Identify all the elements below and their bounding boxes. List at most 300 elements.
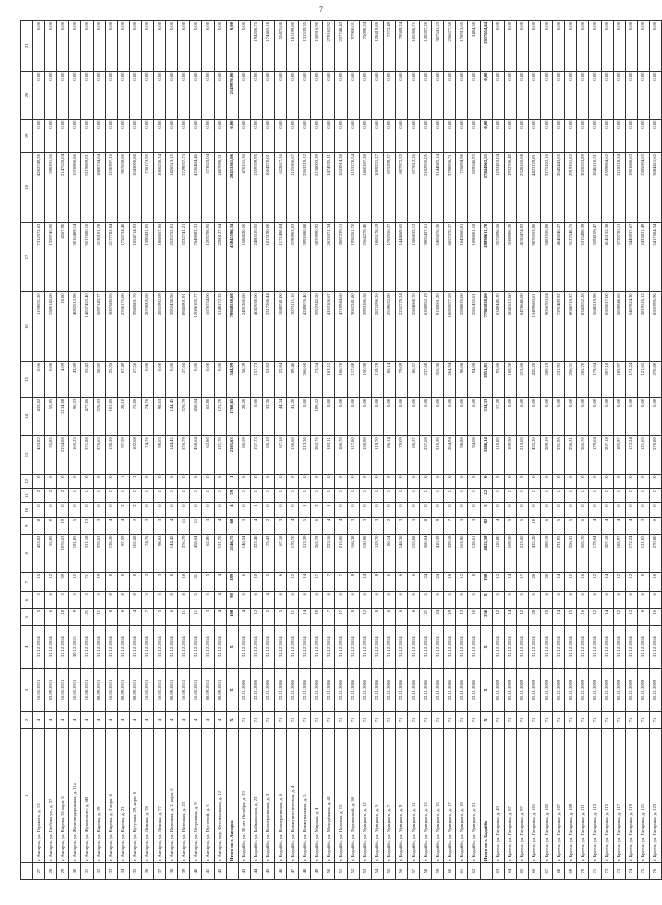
table-cell: 0 <box>141 474 153 488</box>
address-cell: г. Бодайбо, ул. Коммунальная, д. 5 <box>299 728 311 862</box>
table-cell: 15 <box>33 572 45 591</box>
table-cell: 55,85 <box>45 534 57 572</box>
table-cell: 31.12.2014 <box>613 625 625 668</box>
table-cell: 0,00 <box>69 21 81 72</box>
table-cell: 2871096,26 <box>371 292 383 362</box>
table-cell: 1932706,40 <box>504 153 516 223</box>
table-cell: 4 <box>129 712 141 729</box>
table-cell: 0,00 <box>456 71 468 119</box>
table-cell: 75 <box>637 863 649 880</box>
table-cell: 08.09.2011 <box>129 668 141 711</box>
table-cell: 14 <box>553 572 565 591</box>
table-cell: 0,00 <box>553 21 565 72</box>
table-cell: 1359745,00 <box>45 222 57 292</box>
table-cell: 5 <box>33 592 45 609</box>
table-cell: 9130061,20 <box>432 292 444 362</box>
table-cell: 6 <box>577 592 589 609</box>
table-cell: 0,00 <box>238 21 250 72</box>
table-cell: 1 <box>250 489 262 503</box>
table-cell: 0,00 <box>504 21 516 72</box>
table-cell: 0 <box>408 503 420 517</box>
table-cell: 16.05.2011 <box>105 668 117 711</box>
table-cell: 8 <box>347 572 359 591</box>
table-cell: 776894,98 <box>456 153 468 223</box>
table-cell: 5 <box>57 592 69 609</box>
table-cell: 86,14 <box>383 534 395 572</box>
table-cell: 4646046,27 <box>553 222 565 292</box>
table-cell: 0,00 <box>154 21 166 72</box>
table-cell: 1 <box>637 489 649 503</box>
table-row <box>601 21 613 880</box>
table-cell: 0,00 <box>274 71 286 119</box>
table-cell: 0,00 <box>57 71 69 119</box>
table-cell: 19 <box>541 608 553 625</box>
table-cell: 596391,56 <box>45 153 57 223</box>
table-cell: 0,00 <box>492 21 504 72</box>
table-cell: 31.12.2014 <box>625 625 637 668</box>
table-cell: 8 <box>371 572 383 591</box>
table-cell: 0,00 <box>45 71 57 119</box>
table-cell: 1171498,84 <box>274 222 286 292</box>
table-cell: 1 <box>81 489 93 503</box>
table-cell: 68 <box>226 517 238 534</box>
table-cell: 0,00 <box>408 397 420 435</box>
table-cell: 86,57 <box>408 436 420 474</box>
table-cell: 3 <box>154 572 166 591</box>
table-cell: 0 <box>649 503 661 517</box>
table-cell: 10.08.2011 <box>81 668 93 711</box>
table-cell: 14 <box>299 608 311 625</box>
table-cell: 0,00 <box>33 21 45 72</box>
table-cell: 144,45 <box>166 436 178 474</box>
table-cell: 31.12.2014 <box>456 625 468 668</box>
table-cell: 1 <box>154 489 166 503</box>
table-cell: 0,00 <box>323 71 335 119</box>
table-cell: 2134,88 <box>57 397 69 435</box>
table-cell: 0,00 <box>226 21 238 72</box>
table-cell: 28,20 <box>238 397 250 435</box>
table-cell: 1 <box>456 489 468 503</box>
table-cell: 0,00 <box>347 119 359 153</box>
table-cell: 2851992,09 <box>154 292 166 362</box>
table-cell: 58 <box>420 863 432 880</box>
table-cell: 68 <box>553 863 565 880</box>
table-cell: 3484,50 <box>468 21 480 72</box>
table-cell: 169,50 <box>504 436 516 474</box>
table-cell: 56 <box>395 863 407 880</box>
table-cell: 1 <box>299 503 311 517</box>
table-cell: 1576906,86 <box>69 153 81 223</box>
table-cell: 207,18 <box>601 361 613 397</box>
table-cell: 0,00 <box>190 119 202 153</box>
address-cell: г. Бодайбо, ул. Байкальская, д. 23 <box>250 728 262 862</box>
table-cell: 1444869,65 <box>395 222 407 292</box>
table-cell: 1 <box>565 489 577 503</box>
column-header: 11 <box>21 489 33 503</box>
address-cell: г. Бодайбо, ул. Урицкого, д. 7 <box>383 728 395 862</box>
table-cell: 8 <box>166 592 178 609</box>
table-cell: 144,45 <box>166 397 178 435</box>
table-cell: 1153170,54 <box>347 153 359 223</box>
table-row <box>408 21 420 880</box>
table-cell: 22.11.2006 <box>262 668 274 711</box>
table-cell: 0 <box>456 474 468 488</box>
table-cell: 185,97 <box>613 436 625 474</box>
table-cell: 279162,92 <box>323 21 335 72</box>
table-cell: 4047038,00 <box>250 292 262 362</box>
table-cell: 31.12.2014 <box>93 625 105 668</box>
table-cell: 11 <box>287 608 299 625</box>
table-cell: 207,18 <box>601 436 613 474</box>
table-cell: 0,00 <box>154 119 166 153</box>
table-cell: 2359864,62 <box>601 153 613 223</box>
table-cell: 86,57 <box>408 361 420 397</box>
table-cell: 0,00 <box>541 119 553 153</box>
table-cell: 82 <box>480 517 492 534</box>
table-cell: 1 <box>274 489 286 503</box>
table-cell: 2118218,54 <box>613 153 625 223</box>
table-cell: 1 <box>323 503 335 517</box>
table-cell: 4 <box>166 517 178 534</box>
table-cell: 24 <box>432 572 444 591</box>
table-cell: 323,46 <box>250 534 262 572</box>
table-cell: 3016489,14 <box>69 222 81 292</box>
table-cell: 1643060,81 <box>456 222 468 292</box>
table-cell: 6 <box>565 592 577 609</box>
table-cell: 0 <box>166 474 178 488</box>
table-cell: 4 <box>141 712 153 729</box>
table-cell: 55,85 <box>45 436 57 474</box>
table-cell: 0 <box>33 503 45 517</box>
table-cell: 0 <box>541 474 553 488</box>
table-cell: 17 <box>516 572 528 591</box>
table-cell: 8 <box>105 592 117 609</box>
table-cell: 5697143,77 <box>93 292 105 362</box>
table-cell: 0,00 <box>577 21 589 72</box>
table-cell: 6 <box>299 592 311 609</box>
table-cell: 35 <box>129 863 141 880</box>
table-cell: 0,00 <box>408 71 420 119</box>
table-cell: 8 <box>347 608 359 625</box>
table-cell: 71 <box>299 712 311 729</box>
table-cell: 0,00 <box>625 119 637 153</box>
column-number-row <box>21 21 33 880</box>
table-cell: 71 <box>565 712 577 729</box>
table-cell: 3286,14 <box>480 436 492 474</box>
table-cell: 0,00 <box>311 71 323 119</box>
table-cell: 3332741,21 <box>178 222 190 292</box>
table-cell: 03.09.2011 <box>45 668 57 711</box>
address-cell: г. Ангарск, ул. Островная, д. 9 <box>190 728 202 862</box>
table-cell: 6505017,00 <box>601 292 613 362</box>
table-cell: 8 <box>420 517 432 534</box>
table-cell: 71 <box>601 712 613 729</box>
table-cell: 72 <box>601 863 613 880</box>
table-cell: 0 <box>565 503 577 517</box>
table-cell: 0,00 <box>93 21 105 72</box>
table-cell: 24 <box>432 608 444 625</box>
table-cell: 7 <box>323 608 335 625</box>
table-cell: 31.12.2014 <box>395 625 407 668</box>
table-cell: 0,00 <box>299 119 311 153</box>
table-cell: 476131,30 <box>238 153 250 223</box>
table-cell: 376,79 <box>178 534 190 572</box>
table-cell: 0,00 <box>311 119 323 153</box>
table-row <box>553 21 565 880</box>
table-cell: 0 <box>625 474 637 488</box>
table-cell: 31.12.2014 <box>311 625 323 668</box>
table-cell: 12 <box>625 572 637 591</box>
table-cell: 0,00 <box>129 71 141 119</box>
table-cell: 2147526,04 <box>57 153 69 223</box>
table-row <box>154 21 166 880</box>
table-cell: 2584008,70 <box>408 292 420 362</box>
table-cell: 13499683,61 <box>528 292 540 362</box>
table-cell: 3870990,92 <box>311 222 323 292</box>
table-row <box>432 21 444 880</box>
table-row <box>347 21 359 880</box>
table-cell: 4 <box>154 712 166 729</box>
table-body <box>33 21 662 880</box>
table-cell: 264,94 <box>444 361 456 397</box>
table-cell: 334,33 <box>480 397 492 435</box>
table-cell: 0,00 <box>553 71 565 119</box>
table-cell: 0,00 <box>577 71 589 119</box>
table-cell: 1 <box>395 489 407 503</box>
table-cell: 47 <box>287 863 299 880</box>
table-cell: 0 <box>637 503 649 517</box>
table-cell: 0,00 <box>395 71 407 119</box>
table-cell: 0 <box>528 503 540 517</box>
table-cell: 0,00 <box>45 361 57 397</box>
table-cell: 0,00 <box>504 71 516 119</box>
table-cell: 05.11.2009 <box>649 668 661 711</box>
table-cell: 1580143,00 <box>45 292 57 362</box>
table-cell: 0 <box>274 474 286 488</box>
table-cell: 4 <box>238 608 250 625</box>
address-cell: г. Бодайбо, ул. Урицкого, д. 19 <box>456 728 468 862</box>
table-cell: 6 <box>625 592 637 609</box>
table-cell: 9076553,80 <box>528 222 540 292</box>
table-cell: 3026553,89 <box>577 153 589 223</box>
table-cell: 0,00 <box>408 119 420 153</box>
table-cell: 58,39 <box>238 361 250 397</box>
table-cell: 5127548,75 <box>565 222 577 292</box>
table-cell: 22.11.2006 <box>299 668 311 711</box>
table-cell: 0 <box>347 503 359 517</box>
table-row <box>541 21 553 880</box>
table-cell: 2561432,61 <box>468 292 480 362</box>
table-cell: 105300,71 <box>408 21 420 72</box>
table-cell: 231,95 <box>553 436 565 474</box>
table-cell: 0,00 <box>480 119 492 153</box>
table-cell: 31.12.2014 <box>141 625 153 668</box>
table-cell: 31.12.2014 <box>178 625 190 668</box>
table-cell: 1868657,66 <box>154 222 166 292</box>
column-header: 12 <box>21 474 33 488</box>
table-cell: 76 <box>649 863 661 880</box>
table-cell: 0,00 <box>299 71 311 119</box>
table-cell: 55,85 <box>45 397 57 435</box>
table-cell: 8 <box>129 592 141 609</box>
table-cell: 71 <box>395 712 407 729</box>
table-cell: 1009221,27 <box>371 153 383 223</box>
table-cell: 22.11.2006 <box>444 668 456 711</box>
table-cell: 213,30 <box>299 436 311 474</box>
table-cell: 11 <box>178 517 190 534</box>
table-cell: 71 <box>456 712 468 729</box>
table-cell: 157,73 <box>250 436 262 474</box>
table-cell: 1043000,88 <box>129 153 141 223</box>
column-header: 16 <box>21 292 33 362</box>
address-cell: г. Братск, ул. Гагарина, д. 121 <box>637 728 649 862</box>
table-cell: 6 <box>516 592 528 609</box>
table-cell: 130,20 <box>105 436 117 474</box>
table-cell: 31.12.2014 <box>299 625 311 668</box>
table-cell: 0 <box>432 474 444 488</box>
table-cell: 1467096,31 <box>214 153 226 223</box>
table-cell: 0,00 <box>299 397 311 435</box>
table-cell: 4163106,67 <box>323 292 335 362</box>
table-cell: 172,24 <box>625 361 637 397</box>
table-cell: 16.05.2011 <box>33 668 45 711</box>
table-cell: 1 <box>311 489 323 503</box>
table-cell: 1729037,73 <box>178 153 190 223</box>
table-cell: 1398431,05 <box>141 222 153 292</box>
address-cell: г. Ангарск, ул. Кирова, д. 19 <box>93 728 105 862</box>
table-cell: 93,60 <box>492 361 504 397</box>
table-cell: 0 <box>202 503 214 517</box>
table-cell: 4423129,81 <box>528 153 540 223</box>
table-cell: 0,00 <box>371 71 383 119</box>
table-cell: 31.12.2014 <box>45 625 57 668</box>
table-cell: 0,00 <box>553 119 565 153</box>
table-cell: 12 <box>625 608 637 625</box>
table-cell: 0 <box>178 474 190 488</box>
table-cell: 5417584,34 <box>649 222 661 292</box>
table-cell: 1633914,38 <box>335 153 347 223</box>
table-cell: 110,80 <box>492 534 504 572</box>
table-cell: 0,00 <box>480 71 492 119</box>
table-cell: 31.12.2014 <box>250 625 262 668</box>
table-cell: 69 <box>565 863 577 880</box>
table-cell: 6 <box>456 592 468 609</box>
table-cell: 0 <box>444 474 456 488</box>
table-cell: 0,00 <box>649 397 661 435</box>
table-cell: 4 <box>33 712 45 729</box>
table-cell: 265,70 <box>577 361 589 397</box>
table-cell: 1426513,15 <box>166 153 178 223</box>
table-row <box>250 21 262 880</box>
table-cell: 0,00 <box>178 21 190 72</box>
table-cell: 4150474,92 <box>516 222 528 292</box>
table-cell: 2645443,65 <box>553 153 565 223</box>
table-cell: 117,80 <box>347 436 359 474</box>
table-cell: 86,59 <box>238 436 250 474</box>
address-cell: г. Братск, ул. Гагарина, д. 109 <box>565 728 577 862</box>
table-cell: 08.09.2011 <box>166 668 178 711</box>
table-cell: 2146,75 <box>226 534 238 572</box>
table-cell: 11 <box>178 608 190 625</box>
address-cell: г. Ангарск, ул. Ленина, д. 77 <box>154 728 166 862</box>
table-cell: 1 <box>214 489 226 503</box>
table-cell: 0 <box>33 474 45 488</box>
address-cell: г. Ангарск, ул. Ленина, д. 78 <box>141 728 153 862</box>
table-cell: 75090,24 <box>359 21 371 72</box>
table-cell: 2136101,78 <box>93 222 105 292</box>
table-cell: 877812,26 <box>408 153 420 223</box>
table-cell: 28 <box>528 572 540 591</box>
table-cell: 28,10 <box>117 397 129 435</box>
table-cell: 1 <box>250 503 262 517</box>
table-cell: 18 <box>311 608 323 625</box>
table-cell: 22.11.2006 <box>347 668 359 711</box>
table-cell: 05.11.2009 <box>601 668 613 711</box>
table-cell: 71 <box>250 712 262 729</box>
table-cell: 0,00 <box>395 119 407 153</box>
table-cell: 0,00 <box>528 397 540 435</box>
table-cell: 8 <box>637 572 649 591</box>
table-cell: 32,36 <box>262 397 274 435</box>
table-cell: 31.12.2014 <box>214 625 226 668</box>
table-cell: 5407824,30 <box>625 292 637 362</box>
address-cell: г. Бодайбо, ул. Урицкого, д. 11 <box>408 728 420 862</box>
table-cell: 0 <box>323 474 335 488</box>
table-cell: 8 <box>371 608 383 625</box>
address-cell: г. Братск, ул. Гагарина, д. 111 <box>577 728 589 862</box>
table-cell: 2433821,49 <box>637 222 649 292</box>
table-cell: 0 <box>371 503 383 517</box>
table-row <box>214 21 226 880</box>
table-cell: 0 <box>93 503 105 517</box>
table-cell: 0 <box>262 503 274 517</box>
table-cell: 27,66 <box>178 361 190 397</box>
table-cell: 0,00 <box>45 21 57 72</box>
table-cell: 71 <box>262 712 274 729</box>
table-cell: 121,65 <box>637 534 649 572</box>
table-cell: 0,00 <box>371 119 383 153</box>
table-cell: 0 <box>395 474 407 488</box>
table-cell: 186,70 <box>335 436 347 474</box>
table-cell: 155,08 <box>408 534 420 572</box>
column-header: 15 <box>21 361 33 397</box>
table-cell: 6 <box>541 592 553 609</box>
table-cell: 71 <box>81 572 93 591</box>
table-cell: 71 <box>589 712 601 729</box>
table-cell: 4249076,40 <box>299 292 311 362</box>
table-cell: 1854714,93 <box>129 222 141 292</box>
table-cell: 0,00 <box>166 119 178 153</box>
table-cell: 4 <box>57 712 69 729</box>
table-cell: 5041612,60 <box>504 292 516 362</box>
table-cell: 0,00 <box>601 397 613 435</box>
table-cell: 73,54 <box>311 361 323 397</box>
table-cell: 433,82 <box>33 436 45 474</box>
table-cell: 0 <box>625 503 637 517</box>
table-cell: 6 <box>383 572 395 591</box>
table-cell: 22.11.2006 <box>238 668 250 711</box>
table-cell: Х <box>480 668 492 711</box>
table-cell: 1 <box>516 489 528 503</box>
table-cell: 0,00 <box>625 397 637 435</box>
table-cell: 4 <box>45 712 57 729</box>
table-cell: 622817,16 <box>274 153 286 223</box>
table-cell: 0,00 <box>553 397 565 435</box>
table-cell: 16 <box>577 572 589 591</box>
table-cell: 0 <box>541 503 553 517</box>
table-cell: 453,82 <box>33 534 45 572</box>
table-row <box>238 21 250 880</box>
